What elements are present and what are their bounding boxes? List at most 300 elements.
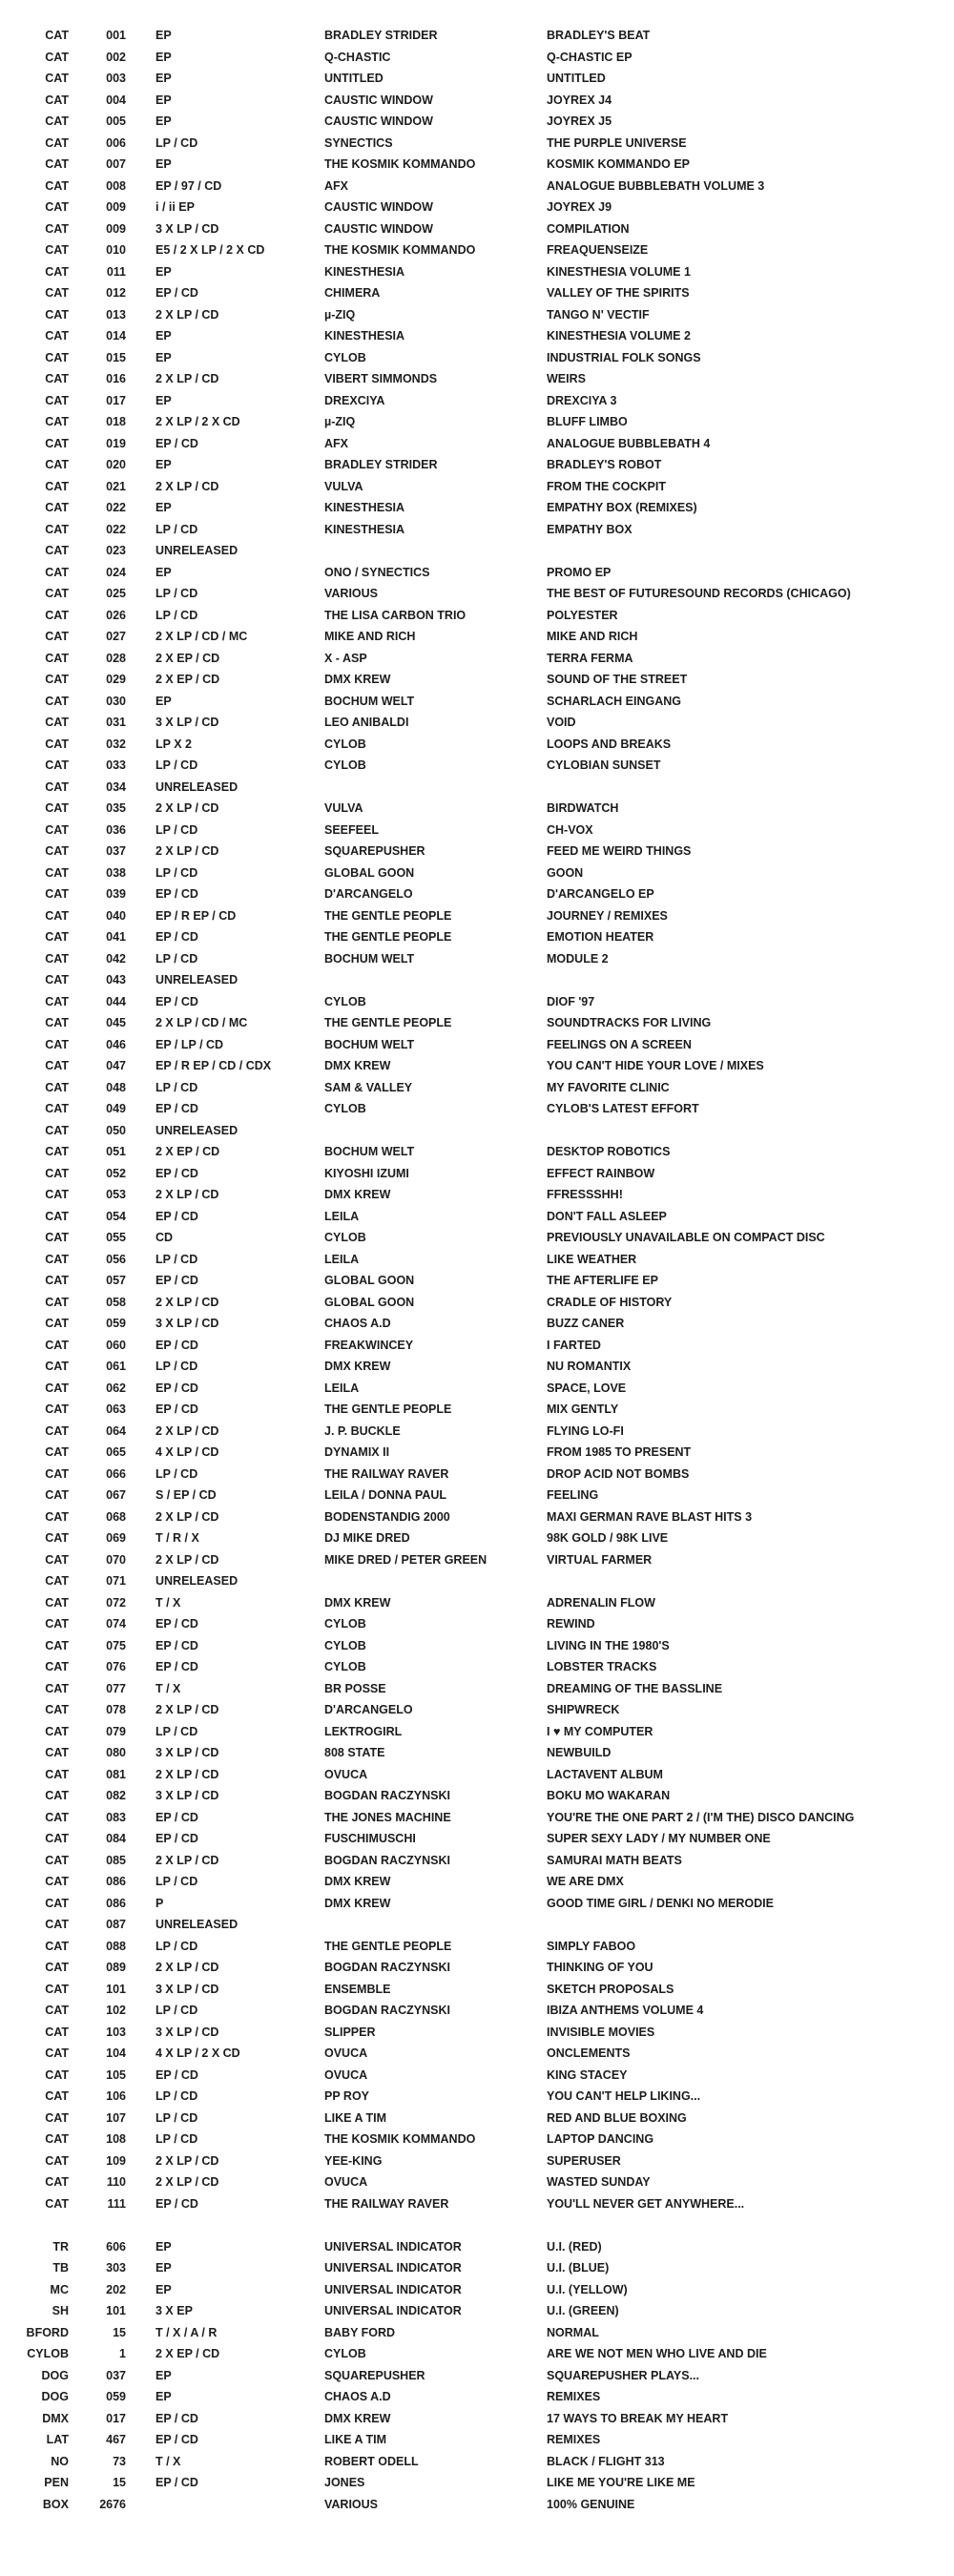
release-format: LP / CD [156, 522, 198, 536]
release-format: EP / CD [156, 1209, 198, 1223]
catalog-number: 016 [106, 372, 126, 385]
artist-name: GLOBAL GOON [324, 865, 415, 880]
release-title: TANGO N' VECTIF [547, 307, 650, 322]
artist-name: CYLOB [324, 737, 366, 751]
catalog-prefix: CAT [45, 1188, 69, 1201]
catalog-prefix: CAT [45, 1746, 69, 1759]
release-title: ARE WE NOT MEN WHO LIVE AND DIE [547, 2347, 767, 2360]
catalog-number: 015 [106, 350, 126, 364]
artist-name: AFX [324, 178, 348, 193]
release-title: MIKE AND RICH [547, 630, 638, 643]
artist-name: LIKE A TIM [324, 2110, 387, 2125]
catalog-prefix: CAT [45, 2132, 69, 2146]
catalog-row [0, 497, 954, 519]
catalog-number: 020 [106, 458, 126, 471]
artist-name: UNIVERSAL INDICATOR [324, 2239, 462, 2254]
release-format: EP / CD [156, 2196, 198, 2211]
catalog-number: 074 [106, 1617, 126, 1631]
artist-name: SQUAREPUSHER [324, 2368, 425, 2382]
release-format: 2 X LP / CD / MC [156, 1016, 248, 1029]
release-format: 3 X LP / CD [156, 716, 219, 729]
catalog-prefix: CAT [45, 307, 69, 322]
catalog-prefix: CAT [45, 1402, 69, 1416]
artist-name: DMX KREW [324, 1360, 391, 1373]
catalog-number: 056 [106, 1252, 126, 1266]
release-format: 2 X LP / CD [156, 1703, 219, 1716]
catalog-number: 040 [106, 908, 126, 923]
catalog-row [0, 2043, 954, 2065]
release-format: UNRELEASED [156, 779, 238, 794]
catalog-prefix: CAT [45, 1360, 69, 1373]
artist-name: DMX KREW [324, 1896, 391, 1910]
release-format: T / X / A / R [156, 2325, 218, 2339]
catalog-row [0, 1313, 954, 1335]
catalog-prefix: CAT [45, 2025, 69, 2039]
artist-name: CYLOB [324, 758, 366, 772]
catalog-number: 111 [107, 2196, 126, 2211]
release-title: DON'T FALL ASLEEP [547, 1209, 667, 1223]
catalog-prefix: CAT [45, 822, 69, 837]
catalog-prefix: CAT [45, 673, 69, 686]
catalog-number: 057 [106, 1274, 126, 1287]
catalog-row [0, 926, 954, 948]
release-format: LP / CD [156, 1360, 198, 1373]
catalog-number: 086 [106, 1896, 126, 1910]
catalog-number: 035 [106, 801, 126, 815]
release-title [547, 540, 954, 562]
artist-name: GLOBAL GOON [324, 1274, 415, 1287]
catalog-prefix: CAT [45, 479, 69, 493]
release-title: ANALOGUE BUBBLEBATH VOLUME 3 [547, 178, 765, 193]
catalog-row [0, 1570, 954, 1592]
artist-name: DMX KREW [324, 673, 391, 686]
release-format: S / EP / CD [156, 1488, 217, 1502]
artist-name: J. P. BUCKLE [324, 1423, 401, 1438]
catalog-prefix: BOX [42, 2497, 69, 2511]
artist-name [324, 1120, 547, 1142]
catalog-number: 038 [106, 865, 126, 880]
artist-name: THE GENTLE PEOPLE [324, 1016, 452, 1029]
artist-name: CYLOB [324, 1231, 366, 1244]
catalog-prefix: CAT [45, 1617, 69, 1631]
release-format: 2 X LP / CD [156, 372, 219, 385]
catalog-prefix: CAT [45, 221, 69, 236]
artist-name: CAUSTIC WINDOW [324, 93, 433, 107]
catalog-prefix: CAT [45, 779, 69, 794]
artist-name: OVUCA [324, 2046, 368, 2060]
artist-name: µ-ZIQ [324, 307, 356, 322]
release-format: UNRELEASED [156, 1574, 238, 1588]
release-title: MY FAVORITE CLINIC [547, 1080, 670, 1094]
release-format: LP / CD [156, 587, 198, 600]
catalog-row [0, 2000, 954, 2022]
release-format: UNRELEASED [156, 544, 238, 557]
release-format: EP / 97 / CD [156, 178, 222, 193]
release-title: BLACK / FLIGHT 313 [547, 2454, 665, 2468]
catalog-number: 085 [106, 1853, 126, 1867]
catalog-row [0, 991, 954, 1013]
catalog-number: 013 [106, 307, 126, 322]
catalog-prefix: CAT [45, 1274, 69, 1287]
release-format: LP / CD [156, 951, 198, 966]
artist-name: CAUSTIC WINDOW [324, 221, 433, 236]
catalog-row [0, 2129, 954, 2150]
release-title: 17 WAYS TO BREAK MY HEART [547, 2411, 729, 2425]
release-format: EP / CD [156, 2433, 198, 2446]
catalog-row [0, 1635, 954, 1657]
artist-name: BOGDAN RACZYNSKI [324, 1961, 450, 1974]
release-format: LP / CD [156, 1252, 198, 1266]
release-title: EMPATHY BOX [547, 522, 633, 536]
catalog-prefix: CAT [45, 72, 69, 85]
catalog-row [0, 1464, 954, 1485]
catalog-number: 104 [106, 2046, 126, 2060]
catalog-number: 103 [106, 2025, 126, 2039]
catalog-number: 030 [106, 694, 126, 708]
catalog-row [0, 1656, 954, 1678]
artist-name [324, 540, 547, 562]
release-format: EP [156, 694, 172, 708]
catalog-row [0, 2086, 954, 2108]
catalog-row [0, 605, 954, 627]
release-title: U.I. (BLUE) [547, 2261, 610, 2275]
release-format: 2 X LP / CD [156, 2175, 219, 2189]
release-format: LP / CD [156, 135, 198, 150]
release-format: T / R / X [156, 1531, 199, 1545]
artist-name: AFX [324, 436, 348, 450]
catalog-row [0, 1227, 954, 1249]
artist-name: BOGDAN RACZYNSKI [324, 2004, 450, 2017]
catalog-number: 102 [106, 2004, 126, 2017]
release-title: MIX GENTLY [547, 1402, 619, 1416]
release-format: EP / CD [156, 1810, 198, 1824]
catalog-number: 1 [119, 2347, 126, 2360]
release-title: NORMAL [547, 2325, 599, 2339]
release-title: DESKTOP ROBOTICS [547, 1145, 671, 1158]
artist-name: UNIVERSAL INDICATOR [324, 2282, 462, 2296]
catalog-number: 73 [113, 2454, 126, 2468]
catalog-number: 089 [106, 1961, 126, 1974]
catalog-prefix: CAT [45, 1703, 69, 1716]
catalog-row [0, 368, 954, 390]
artist-name: FREAKWINCEY [324, 1338, 414, 1352]
release-title: KINESTHESIA VOLUME 1 [547, 264, 691, 279]
catalog-number: 009 [106, 221, 126, 236]
catalog-number: 006 [106, 135, 126, 150]
catalog-prefix: CAT [45, 415, 69, 428]
artist-name: JONES [324, 2476, 365, 2489]
release-format: 3 X LP / CD [156, 1317, 219, 1330]
artist-name: X - ASP [324, 651, 367, 665]
release-format: EP [156, 393, 172, 407]
catalog-prefix: DOG [41, 2368, 69, 2382]
catalog-prefix: CAT [45, 2110, 69, 2125]
release-title: DREXCIYA 3 [547, 393, 617, 407]
catalog-prefix: LAT [46, 2433, 69, 2446]
release-format: LP / CD [156, 2132, 198, 2146]
release-format: EP / CD [156, 2411, 198, 2425]
artist-name: THE LISA CARBON TRIO [324, 608, 467, 622]
catalog-row [0, 820, 954, 841]
catalog-number: 010 [106, 243, 126, 257]
release-format: EP / CD [156, 286, 198, 300]
release-title: LOBSTER TRACKS [547, 1660, 657, 1673]
artist-name: LEKTROGIRL [324, 1724, 403, 1738]
release-title: JOYREX J4 [547, 93, 612, 107]
catalog-prefix: CAT [45, 1767, 69, 1781]
catalog-prefix: CAT [45, 1466, 69, 1481]
release-format: LP / CD [156, 1080, 198, 1094]
catalog-number: 009 [106, 200, 126, 214]
catalog-number: 070 [106, 1552, 126, 1567]
release-title: SAMURAI MATH BEATS [547, 1853, 682, 1867]
release-title: VALLEY OF THE SPIRITS [547, 286, 690, 300]
catalog-row [0, 1699, 954, 1721]
release-format: EP / CD [156, 1638, 198, 1652]
catalog-row [0, 1421, 954, 1443]
catalog-number: 051 [106, 1145, 126, 1158]
catalog-row [0, 1249, 954, 1271]
catalog-prefix: CAT [45, 1660, 69, 1673]
release-title: REMIXES [547, 2390, 601, 2403]
catalog-prefix: TB [52, 2261, 69, 2275]
catalog-number: 064 [106, 1423, 126, 1438]
artist-name: CAUSTIC WINDOW [324, 114, 433, 128]
catalog-prefix: CAT [45, 1166, 69, 1180]
release-title: LIKE WEATHER [547, 1252, 637, 1266]
catalog-number: 076 [106, 1660, 126, 1673]
artist-name: VARIOUS [324, 2497, 379, 2511]
artist-name: CAUSTIC WINDOW [324, 200, 433, 214]
artist-name: BABY FORD [324, 2325, 396, 2339]
release-format [156, 2494, 324, 2516]
catalog-row [0, 1678, 954, 1700]
catalog-number: 052 [106, 1166, 126, 1180]
catalog-number: 046 [106, 1037, 126, 1051]
release-title: VOID [547, 716, 576, 729]
catalog-prefix: CAT [45, 243, 69, 257]
catalog-prefix: CAT [45, 114, 69, 128]
release-title [547, 1914, 954, 1936]
catalog-number: 044 [106, 994, 126, 1008]
release-format: EP [156, 114, 172, 128]
release-format: EP [156, 29, 172, 42]
artist-name: FUSCHIMUSCHI [324, 1832, 416, 1845]
release-title: SOUND OF THE STREET [547, 673, 688, 686]
catalog-prefix: CAT [45, 1638, 69, 1652]
catalog-number: 050 [106, 1123, 126, 1137]
release-format: T / X [156, 1595, 181, 1610]
catalog-row [0, 1206, 954, 1228]
catalog-row [0, 948, 954, 970]
catalog-row [0, 2494, 954, 2516]
release-title: SIMPLY FABOO [547, 1939, 636, 1953]
release-format: 2 X LP / CD [156, 844, 219, 858]
artist-name: DMX KREW [324, 2411, 391, 2425]
catalog-number: 066 [106, 1466, 126, 1481]
catalog-row [0, 111, 954, 133]
artist-name: THE GENTLE PEOPLE [324, 930, 452, 944]
catalog-number: 017 [106, 393, 126, 407]
release-format: EP [156, 2390, 172, 2403]
catalog-number: 082 [106, 1789, 126, 1802]
release-format: EP / CD [156, 1102, 198, 1115]
catalog-prefix: CAT [45, 1724, 69, 1738]
release-title: WASTED SUNDAY [547, 2175, 651, 2189]
catalog-prefix: CAT [45, 286, 69, 300]
release-title: THE AFTERLIFE EP [547, 1274, 658, 1287]
catalog-row [0, 905, 954, 927]
release-format: 2 X EP / CD [156, 2347, 220, 2360]
catalog-number: 081 [106, 1767, 126, 1781]
release-title: KING STACEY [547, 2067, 628, 2082]
catalog-prefix: CAT [45, 1875, 69, 1888]
release-format: EP / CD [156, 1402, 198, 1416]
release-format: 3 X LP / CD [156, 1746, 219, 1759]
release-format: 2 X LP / CD [156, 307, 219, 322]
release-format: EP [156, 2282, 172, 2296]
release-title: U.I. (GREEN) [547, 2304, 619, 2317]
release-title: DREAMING OF THE BASSLINE [547, 1681, 723, 1695]
release-title: PROMO EP [547, 565, 612, 579]
artist-name: BRADLEY STRIDER [324, 29, 438, 42]
artist-name: LEILA [324, 1381, 360, 1395]
artist-name: SAM & VALLEY [324, 1080, 413, 1094]
release-format: LP / CD [156, 822, 198, 837]
artist-name: DYNAMIX II [324, 1445, 390, 1459]
release-format: EP [156, 93, 172, 107]
release-format: EP / CD [156, 887, 198, 901]
catalog-row [0, 325, 954, 347]
catalog-row [0, 2365, 954, 2387]
catalog-row [0, 841, 954, 862]
release-title [547, 1570, 954, 1592]
artist-name: YEE-KING [324, 2153, 383, 2168]
catalog-row [0, 777, 954, 799]
catalog-row [0, 1506, 954, 1528]
catalog-prefix: DOG [41, 2390, 69, 2403]
release-title: CH-VOX [547, 822, 593, 837]
catalog-number: 083 [106, 1810, 126, 1824]
release-format: E5 / 2 X LP / 2 X CD [156, 243, 265, 257]
release-title: PREVIOUSLY UNAVAILABLE ON COMPACT DISC [547, 1231, 825, 1244]
release-format: T / X [156, 2454, 181, 2468]
artist-name: BOCHUM WELT [324, 1145, 415, 1158]
release-title: BRADLEY'S ROBOT [547, 458, 662, 471]
catalog-prefix: CAT [45, 2089, 69, 2103]
catalog-row [0, 282, 954, 304]
catalog-row [0, 1893, 954, 1915]
release-title: CRADLE OF HISTORY [547, 1295, 673, 1309]
catalog-number: 026 [106, 608, 126, 622]
catalog-number: 001 [106, 29, 126, 42]
release-format: EP [156, 50, 172, 64]
artist-name: KINESTHESIA [324, 522, 405, 536]
catalog-row [0, 1485, 954, 1506]
catalog-row [0, 1270, 954, 1292]
catalog-number: 031 [106, 716, 126, 729]
artist-name: UNIVERSAL INDICATOR [324, 2304, 462, 2317]
release-format: EP [156, 350, 172, 364]
catalog-prefix: CAT [45, 887, 69, 901]
catalog-prefix: CAT [45, 2196, 69, 2211]
catalog-number: 003 [106, 72, 126, 85]
catalog-row [0, 433, 954, 455]
catalog-number: 079 [106, 1724, 126, 1738]
catalog-prefix: CAT [45, 1338, 69, 1352]
release-format: UNRELEASED [156, 973, 238, 987]
catalog-prefix: PEN [44, 2476, 69, 2489]
release-title: SPACE, LOVE [547, 1381, 627, 1395]
artist-name: THE RAILWAY RAVER [324, 1466, 449, 1481]
catalog-number: 036 [106, 822, 126, 837]
artist-name: VULVA [324, 801, 363, 815]
catalog-number: 105 [106, 2067, 126, 2082]
artist-name: ONO / SYNECTICS [324, 565, 430, 579]
catalog-prefix: CAT [45, 157, 69, 171]
release-format: 3 X LP / CD [156, 1789, 219, 1802]
release-format: 2 X EP / CD [156, 673, 220, 686]
release-format: LP / CD [156, 1724, 198, 1738]
catalog-row [0, 1527, 954, 1549]
catalog-number: 467 [106, 2433, 126, 2446]
artist-name: ROBERT ODELL [324, 2454, 419, 2468]
release-title: DROP ACID NOT BOMBS [547, 1466, 690, 1481]
catalog-number: 042 [106, 951, 126, 966]
release-title: ONCLEMENTS [547, 2046, 631, 2060]
release-format: LP / CD [156, 1466, 198, 1481]
catalog-prefix: CAT [45, 2153, 69, 2168]
catalog-prefix: CAT [45, 1982, 69, 1996]
section-divider [0, 2214, 954, 2236]
catalog-prefix: NO [51, 2454, 69, 2468]
catalog-row [0, 1807, 954, 1829]
catalog-prefix: CYLOB [27, 2347, 69, 2360]
release-title: U.I. (RED) [547, 2239, 602, 2254]
catalog-prefix: CAT [45, 1509, 69, 1524]
release-format: EP / CD [156, 930, 198, 944]
release-title: FROM THE COCKPIT [547, 479, 666, 493]
catalog-number: 107 [106, 2110, 126, 2125]
artist-name: LEILA [324, 1209, 360, 1223]
catalog-number: 108 [106, 2132, 126, 2146]
catalog-row [0, 648, 954, 670]
release-format: EP [156, 2239, 172, 2254]
catalog-prefix: CAT [45, 50, 69, 64]
catalog-number: 007 [106, 157, 126, 171]
catalog-row [0, 1850, 954, 1872]
catalog-row [0, 669, 954, 691]
catalog-number: 021 [106, 479, 126, 493]
catalog-row [0, 1936, 954, 1958]
catalog-row [0, 2451, 954, 2473]
catalog-number: 033 [106, 758, 126, 772]
release-format: T / X [156, 1681, 181, 1695]
catalog-row [0, 90, 954, 112]
catalog-number: 055 [106, 1231, 126, 1244]
artist-name: BR POSSE [324, 1681, 386, 1695]
catalog-prefix: CAT [45, 1016, 69, 1029]
catalog-number: 069 [106, 1531, 126, 1545]
catalog-prefix: CAT [45, 1295, 69, 1309]
release-format: EP / CD [156, 2067, 198, 2082]
release-format: 4 X LP / 2 X CD [156, 2046, 240, 2060]
catalog-number: 019 [106, 436, 126, 450]
catalog-prefix: CAT [45, 29, 69, 42]
catalog-row [0, 133, 954, 155]
release-title: BIRDWATCH [547, 801, 619, 815]
catalog-prefix: CAT [45, 973, 69, 987]
